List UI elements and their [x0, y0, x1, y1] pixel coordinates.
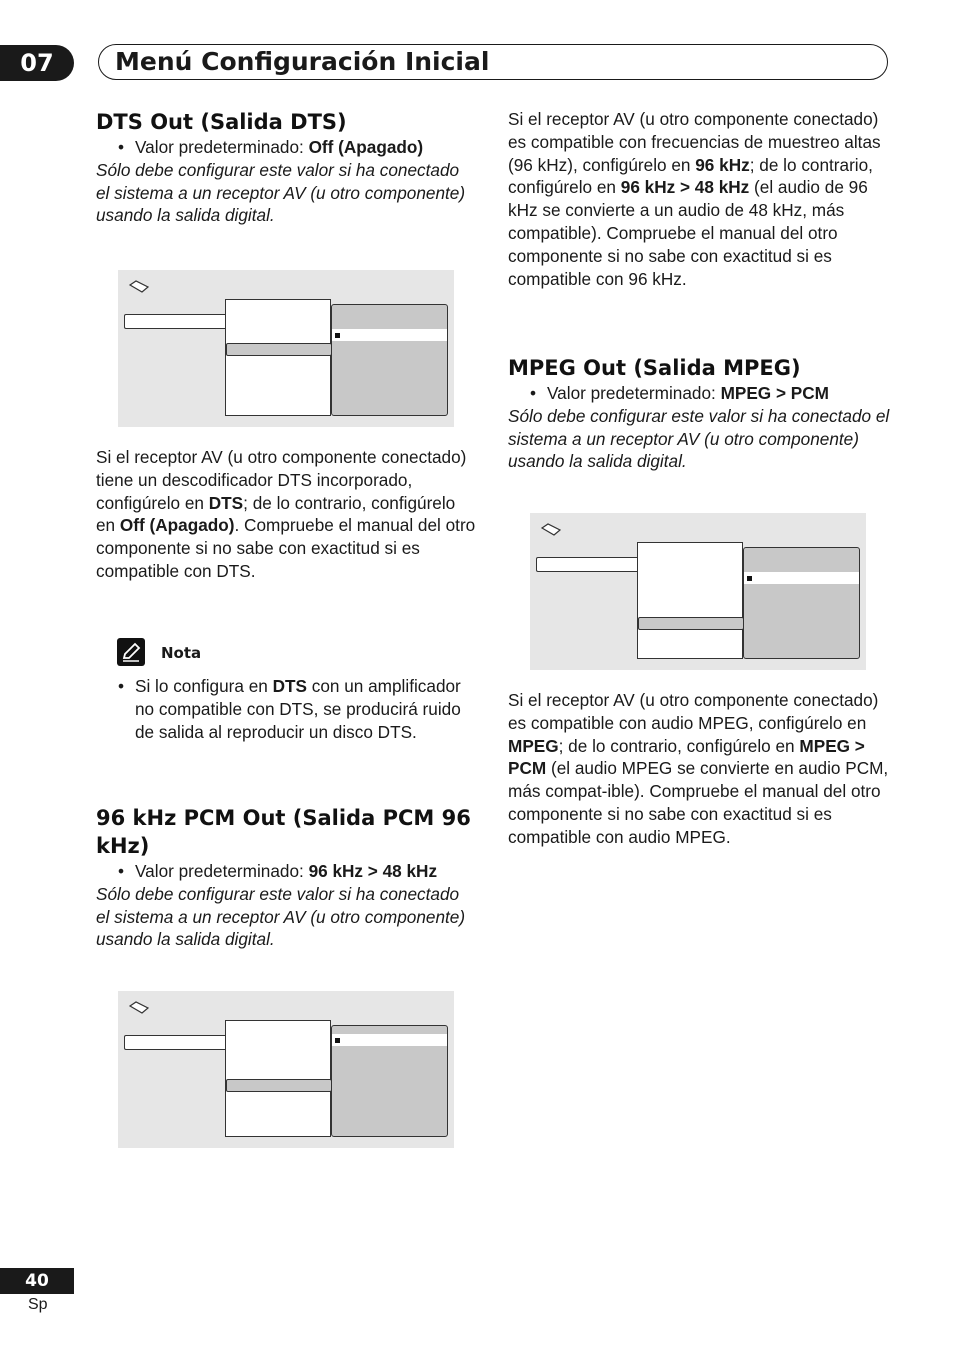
mpeg-menu-screen: [530, 513, 866, 670]
menu-tab-icon: [128, 279, 150, 295]
dts-paragraph: [96, 446, 476, 583]
bullet-dot: •: [118, 861, 125, 881]
menu-left-field: [124, 1035, 229, 1050]
selection-marker: [335, 1038, 340, 1043]
left-column: [96, 108, 476, 227]
menu-mid-panel: [225, 299, 331, 416]
dts-note: Sólo debe configurar este valor si ha conectado el sistema a un receptor AV (u otro componente) usando la salida digital.: [96, 159, 466, 226]
pcm96-b1: 96 kHz: [695, 154, 750, 175]
menu-right-panel: [331, 304, 448, 416]
pcm96-p2: ; de lo contrario, configúrelo en: [508, 154, 873, 198]
mpeg-p3: (el audio MPEG se convierte en audio PCM, más compat-ible). Compruebe el manual del otro componente si no sabe con exactitud si es compatible con audio MPEG.: [508, 758, 889, 847]
dts-menu-screen: [118, 270, 454, 427]
chapter-badge: 07: [0, 45, 74, 81]
pcm96-p3: (el audio de 96 kHz se convierte a un audio de 48 kHz, más compatible). Compruebe el manual del otro componente si no sabe con exactitud si es compatible con 96 kHz.: [508, 177, 868, 289]
mpeg-explanation: [508, 689, 892, 849]
page-number: 40: [0, 1268, 74, 1294]
pcm96-paragraph: [508, 108, 892, 290]
dts-b2: Off (Apagado): [119, 515, 235, 536]
selection-marker: [747, 576, 752, 581]
title-bar: [98, 44, 888, 80]
dts-default: [96, 136, 476, 159]
menu-mid-highlight: [226, 343, 332, 356]
mpeg-b2: MPEG > PCM: [508, 735, 865, 779]
pcm96-b2: 96 kHz > 48 kHz: [620, 177, 750, 198]
menu-left-field: [124, 314, 229, 329]
mpeg-section: [508, 354, 892, 473]
page-language: Sp: [28, 1296, 48, 1313]
bullet-dot: •: [118, 676, 125, 696]
menu-selected-row: [332, 329, 447, 341]
mpeg-default: [508, 382, 892, 405]
nota-p1: Si lo configura en: [135, 676, 273, 696]
dts-p3: . Compruebe el manual del otro componente si no sabe con exactitud si es compatible con DTS.: [96, 515, 476, 581]
menu-left-field: [536, 557, 641, 572]
mpeg-paragraph: [508, 689, 892, 849]
mpeg-p1: Si el receptor AV (u otro componente conectado) es compatible con audio MPEG, configúrelo en: [508, 690, 879, 733]
mpeg-default-value: MPEG > PCM: [720, 383, 829, 403]
mpeg-p2: ; de lo contrario, configúrelo en: [558, 735, 800, 756]
right-column: [508, 108, 892, 290]
dts-explanation: [96, 446, 476, 583]
menu-mid-highlight: [226, 1079, 332, 1092]
nota-b1: DTS: [272, 676, 307, 696]
mpeg-heading: MPEG Out (Salida MPEG): [508, 356, 801, 380]
menu-mid-panel: [637, 542, 743, 659]
dts-b1: DTS: [208, 492, 244, 513]
selection-marker: [335, 333, 340, 338]
page-title: Menú Configuración Inicial: [115, 47, 490, 76]
pencil-note-icon: [117, 638, 145, 666]
bullet-dot: •: [530, 383, 537, 403]
dts-default-prefix: Valor predeterminado:: [135, 137, 309, 157]
nota-bullet: [96, 675, 476, 743]
pcm96-menu-screen: [118, 991, 454, 1148]
pcm96-heading: 96 kHz PCM Out (Salida PCM 96 kHz): [96, 806, 471, 858]
mpeg-note: Sólo debe configurar este valor si ha conectado el sistema a un receptor AV (u otro componente) usando la salida digital.: [508, 405, 890, 472]
menu-tab-icon: [540, 522, 562, 538]
pcm96-default-value: 96 kHz > 48 kHz: [308, 861, 438, 881]
dts-p2: ; de lo contrario, configúrelo en: [96, 492, 456, 536]
pcm96-default-prefix: Valor predeterminado:: [135, 861, 309, 881]
pcm96-p1: Si el receptor AV (u otro componente conectado) es compatible con frecuencias de muestreo altas (96 kHz), configúrelo en: [508, 109, 881, 175]
pcm96-note: Sólo debe configurar este valor si ha conectado el sistema a un receptor AV (u otro componente) usando la salida digital.: [96, 883, 466, 950]
dts-default-value: Off (Apagado): [308, 137, 424, 157]
nota-label: Nota: [161, 644, 202, 662]
nota-body: [96, 675, 476, 743]
pcm96-default: [96, 860, 476, 883]
menu-tab-icon: [128, 1000, 150, 1016]
mpeg-b1: MPEG: [508, 735, 559, 756]
nota-p2: con un amplificador no compatible con DTS, se producirá ruido de salida al reproducir un disco DTS.: [135, 676, 461, 742]
mpeg-default-prefix: Valor predeterminado:: [547, 383, 721, 403]
dts-heading: DTS Out (Salida DTS): [96, 110, 347, 134]
menu-mid-highlight: [638, 617, 744, 630]
menu-selected-row: [332, 1034, 447, 1046]
menu-right-panel: [743, 547, 860, 659]
dts-p1: Si el receptor AV (u otro componente conectado) tiene un descodificador DTS incorporado, configúrelo en: [96, 447, 467, 513]
pcm96-section: [96, 804, 476, 951]
menu-selected-row: [744, 572, 859, 584]
bullet-dot: •: [118, 137, 125, 157]
